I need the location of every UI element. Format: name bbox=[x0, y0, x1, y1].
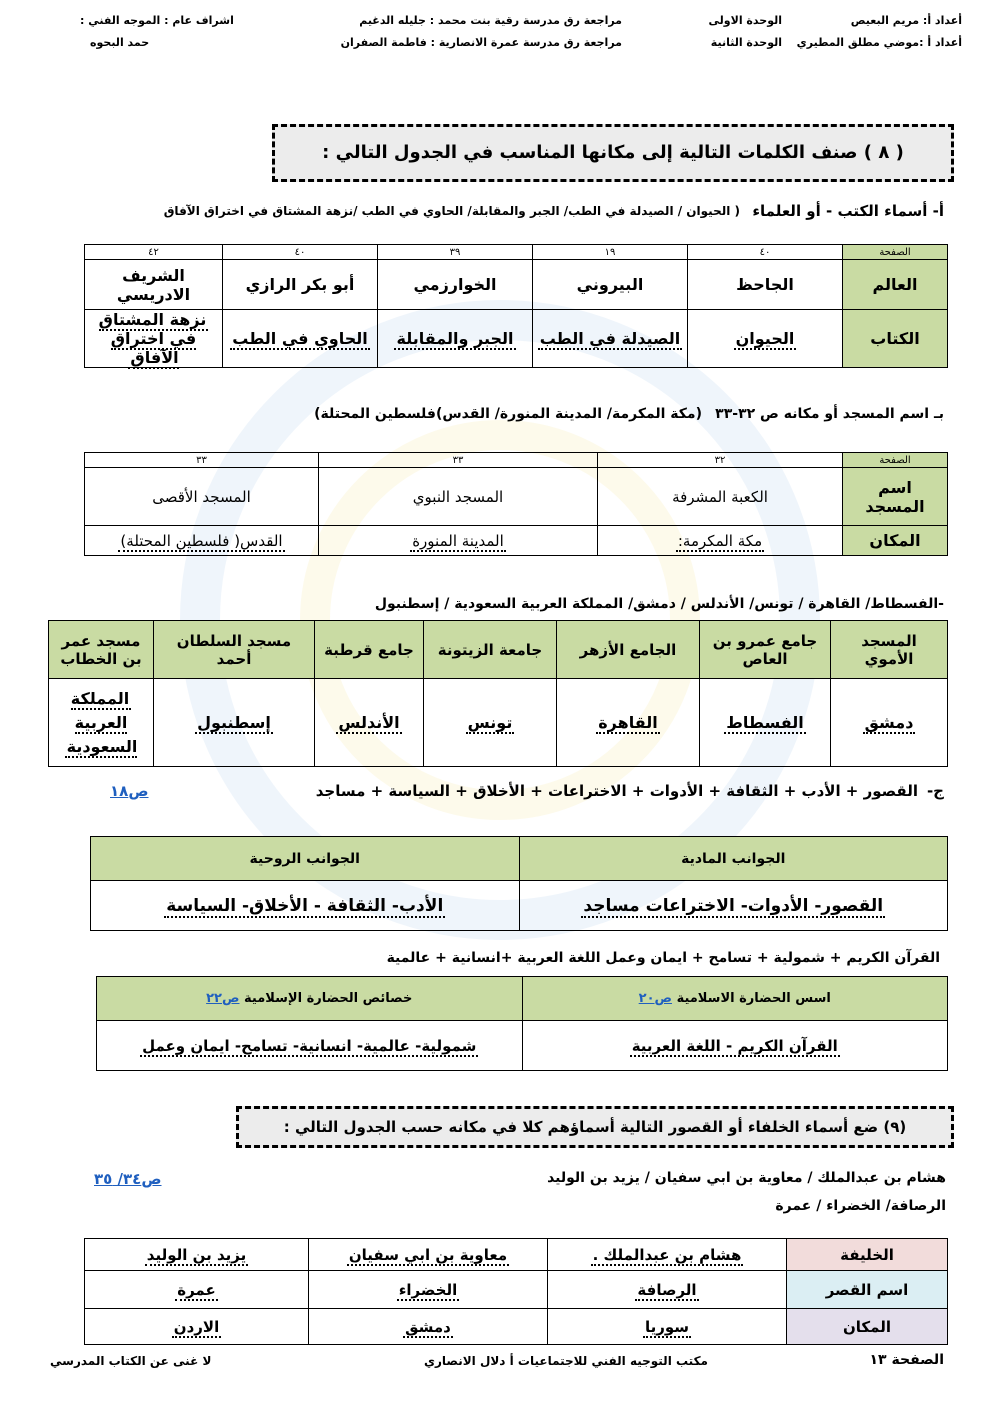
book-cell: الجبر والمقابلة bbox=[396, 329, 514, 348]
basis-answer: القرآن الكريم - اللغة العربية bbox=[631, 1036, 838, 1055]
part-d-label: ج- bbox=[926, 782, 944, 800]
part-d-page: ص١٨ bbox=[110, 782, 149, 800]
row-label-caliph: الخليفة bbox=[787, 1239, 948, 1271]
page-label-cell: الصفحة bbox=[843, 245, 948, 260]
mosque-head-cell: مسجد عمر بن الخطاب bbox=[49, 621, 154, 679]
part-b-words: (مكة المكرمة/ المدينة المنورة/ القدس)فلسطين المحتلة) bbox=[314, 406, 702, 422]
header-supervisor-name: حمد البحوه bbox=[90, 36, 150, 49]
head-traits: خصائص الحضارة الإسلامية bbox=[244, 991, 413, 1006]
table-mosques-holy bbox=[84, 452, 948, 556]
table-aspects bbox=[90, 836, 948, 931]
part-d-words: القصور + الأدب + الثقافة + الأدوات + الاختراعات + الأخلاق + السياسة + مساجد bbox=[315, 782, 918, 800]
part-a-label: أ- أسماء الكتب - أو العلماء bbox=[752, 202, 944, 220]
mosque-head-cell: مسجد السلطان أحمد bbox=[154, 621, 315, 679]
book-cell: الحيوان bbox=[735, 329, 795, 348]
scholar-cell: الخوارزمي bbox=[378, 260, 533, 310]
scholar-cell: الجاحظ bbox=[688, 260, 843, 310]
palace-cell: عمرة bbox=[177, 1280, 216, 1299]
part-a-words: ( الحيوان / الصيدلة في الطب/ الجبر والمقابلة/ الحاوي في الطب /نزهة المشتاق في اختراق الآفاق bbox=[163, 204, 740, 218]
location-cell: دمشق bbox=[405, 1317, 451, 1336]
page-cell: ٤٠ bbox=[688, 245, 843, 260]
row-label-mosque: اسم المسجد bbox=[843, 468, 948, 526]
palace-cell: الرصافة bbox=[637, 1280, 697, 1299]
mosque-cell: المسجد النبوي bbox=[319, 468, 598, 526]
city-cell: دمشق bbox=[864, 713, 914, 732]
header-rev2: مراجعة رق مدرسة عمرة الانصارية : فاطمة الصفران bbox=[340, 36, 622, 49]
q9-names: هشام بن عبدالملك / معاوية بن ابي سفيان / يزيد بن الوليد bbox=[547, 1170, 946, 1186]
place-cell: مكة المكرمة: bbox=[677, 531, 763, 550]
place-cell: المدينة المنورة bbox=[412, 531, 504, 550]
row-label-scholar: العالم bbox=[843, 260, 948, 310]
book-cell: الصيدلة في الطب bbox=[539, 329, 681, 348]
spiritual-answer: الأدب- الثقافة - الأخلاق- السياسة bbox=[166, 895, 444, 916]
location-cell: سوريا bbox=[644, 1317, 690, 1336]
page-label-cell: الصفحة bbox=[843, 453, 948, 468]
city-cell: المملكة العربية السعودية bbox=[66, 688, 138, 756]
row-label-book: الكتاب bbox=[843, 310, 948, 368]
caliph-cell: معاوية بن ابي سفيان bbox=[348, 1245, 508, 1264]
header-unit1: الوحدة الاولى bbox=[708, 14, 782, 27]
q9-palaces: الرصافة/ الخضراء / عمرة bbox=[775, 1198, 946, 1214]
page-cell: ٣٣ bbox=[85, 453, 319, 468]
header-prep2: أعداد أ :موضي مطلق المطيري bbox=[796, 36, 962, 49]
header-supervision: اشراف عام : الموجه الفني : bbox=[80, 14, 234, 27]
place-cell: القدس( فلسطين المحتلة) bbox=[120, 531, 283, 550]
header-rev1: مراجعة رق مدرسة رقية بنت محمد : جليله الدغيم bbox=[359, 14, 622, 27]
mosque-cell: المسجد الأقصى bbox=[85, 468, 319, 526]
table-civilization bbox=[96, 976, 948, 1071]
palace-cell: الخضراء bbox=[398, 1280, 458, 1299]
head-traits-page: ص٢٢ bbox=[206, 991, 240, 1006]
mosque-head-cell: جامع قرطبة bbox=[315, 621, 424, 679]
city-cell: الأندلس bbox=[338, 713, 400, 732]
table-mosques-cities bbox=[48, 620, 948, 767]
part-b-label: بـ اسم المسجد أو مكانه ص ٣٢-٣٣ bbox=[715, 406, 944, 422]
caliph-cell: يزيد بن الوليد bbox=[146, 1245, 247, 1264]
row-label-place: المكان bbox=[843, 526, 948, 556]
book-cell: نزهة المشتاق في اختراق الآفاق bbox=[98, 310, 207, 367]
q8-title: ( ٨ ) صنف الكلمات التالية إلى مكانها المناسب في الجدول التالي : bbox=[272, 124, 954, 182]
row-label-location: المكان bbox=[787, 1309, 948, 1345]
mosque-head-cell: جامعة الزيتونة bbox=[424, 621, 557, 679]
page-cell: ٣٩ bbox=[378, 245, 533, 260]
city-cell: إسطنبول bbox=[197, 713, 271, 732]
page-cell: ١٩ bbox=[533, 245, 688, 260]
mosque-cell: الكعبة المشرفة bbox=[598, 468, 843, 526]
page-cell: ٣٢ bbox=[598, 453, 843, 468]
header-unit2: الوحدة الثانية bbox=[710, 36, 782, 49]
head-spiritual: الجوانب الروحية bbox=[91, 837, 520, 881]
table-caliphs bbox=[84, 1238, 948, 1345]
page-cell: ٣٣ bbox=[319, 453, 598, 468]
footer-office: مكتب التوجيه الفني للاجتماعيات أ دلال الانصاري bbox=[423, 1354, 708, 1368]
head-basis-page: ص٢٠ bbox=[638, 991, 673, 1006]
q9-page-ref: ص٣٤/ ٣٥ bbox=[94, 1170, 162, 1188]
scholar-cell: الشريف الادريسي bbox=[85, 260, 223, 310]
caliph-cell: هشام بن عبدالملك . bbox=[592, 1245, 742, 1264]
mosque-head-cell: الجامع الأزهر bbox=[557, 621, 700, 679]
scholar-cell: أبو بكر الرازي bbox=[223, 260, 378, 310]
footer-note: لا غنى عن الكتاب المدرسي bbox=[50, 1354, 212, 1368]
traits-answer: شمولية- عالمية- انسانية- تسامح- ايمان وعمل bbox=[142, 1036, 477, 1055]
material-answer: القصور- الأدوات- الاختراعات مساجد bbox=[583, 895, 884, 916]
mosque-head-cell: المسجد الأموي bbox=[831, 621, 948, 679]
page-cell: ٤٠ bbox=[223, 245, 378, 260]
page-cell: ٤٢ bbox=[85, 245, 223, 260]
mosque-head-cell: جامع عمرو بن العاص bbox=[700, 621, 831, 679]
location-cell: الاردن bbox=[173, 1317, 220, 1336]
row-label-palace: اسم القصر bbox=[787, 1271, 948, 1309]
footer-page: الصفحة ١٣ bbox=[869, 1352, 944, 1368]
part-e-words: القرآن الكريم + شمولية + تسامح + ايمان وعمل اللغة العربية +انسانية + عالمية bbox=[386, 950, 940, 966]
q9-title: (٩) ضع أسماء الخلفاء أو القصور التالية أسماؤهم كلا في مكانه حسب الجدول التالي : bbox=[236, 1106, 954, 1148]
book-cell: الحاوي في الطب bbox=[232, 329, 368, 348]
head-material: الجوانب المادية bbox=[519, 837, 948, 881]
part-c-words: -الفسطاط/ القاهرة / تونس/ الأندلس / دمشق/ المملكة العربية السعودية / إسطنبول bbox=[374, 596, 944, 612]
header-prep1: أعداد أ: مريم البعيص bbox=[850, 14, 962, 27]
scholar-cell: البيروني bbox=[533, 260, 688, 310]
city-cell: القاهرة bbox=[598, 713, 658, 732]
table-scholars bbox=[84, 244, 948, 368]
head-basis: اسس الحضارة الاسلامية bbox=[676, 991, 831, 1006]
city-cell: تونس bbox=[467, 713, 513, 732]
city-cell: الفسطاط bbox=[726, 713, 804, 732]
